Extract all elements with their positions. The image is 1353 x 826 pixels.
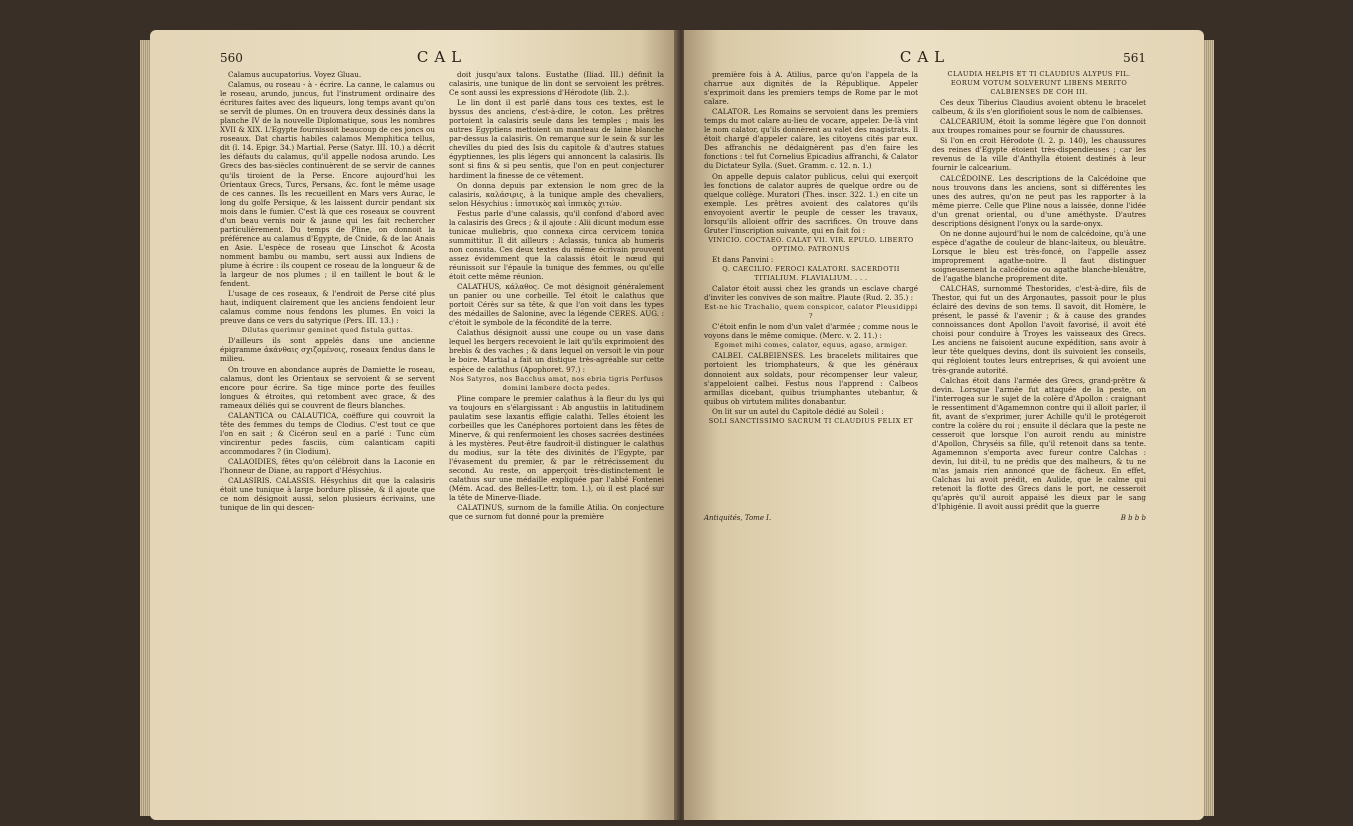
left-column-2: [449, 70, 664, 522]
entry-paragraph: Si l'on en croit Hérodote (l. 2. p. 140), les chaussures des reines d'Egypte étoient très-dispendieuses ; car les revenus de la ville d'Anthylla étoient destinés à leur fournir le calcearium.: [932, 136, 1146, 173]
quotation: Egomet mihi comes, calator, equus, agaso, armiger.: [714, 341, 908, 350]
entry-paragraph: Le lin dont il est parlé dans tous ces textes, est le byssus des anciens, c'est-à-dire, le coton. Les prêtres portoient la calasiris seule dans les temples ; mais les autres Egyptiens mettoient un manteau de laine blanche par-dessus la calasiris. On remarque sur le sein & sur les chevilles du pied des Isis du capitole & d'autres statues égyptiennes, les plis légers qui annoncent la calasiris. Ils sont si fins & si peu sentis, que l'on en peut conjecturer hardiment la finesse de ce vêtement.: [449, 98, 664, 180]
entry-paragraph: CALATOR. Les Romains se servoient dans les premiers temps du mot calare au-lieu de vocare, appeler. De-là vint le nom calator, qu'ils donnèrent au valet des magistrats. Il étoit chargé d'appeler calare, les citoyens cités par eux. Des affranchis ne dédaignèrent pas d'en faire les fonctions : tel fut Cornelius Epicadius affranchi, & Calator du Dictateur Sylla. (Suet. Gramm. c. 12. n. 1.): [704, 107, 918, 171]
page-footer: [704, 514, 1146, 522]
entry-paragraph: CALCHAS, surnommé Thestorides, c'est-à-dire, fils de Thestor, qui fut un des Argonautes, passoit pour le plus éclairé des devins de son tems. Il savoit, dit Homère, le présent, le passé & l'avenir ; & à cause des grandes connoissances dont Apollon l'avoit favorisé, il avoit été choisi pour conduire à Troyes les vaisseaux des Grecs. Les anciens ne faisoient aucune expédition, sans avoir à leur tête quelques devins, dont ils suivoient les conseils, qui régloient toutes leurs entreprises, & qui avoient une très-grande autorité.: [932, 284, 1146, 375]
left-column-1: [220, 70, 435, 522]
inscription: VINICIO. COCTAEO. CALAT VII. VIR. EPULO. LIBERTO OPTIMO. PATRONUS: [708, 235, 914, 253]
entry-paragraph: Calamus aucupatorius. Voyez Gluau.: [228, 70, 362, 79]
entry-paragraph: Et dans Panvini :: [712, 254, 774, 264]
entry-paragraph: CALANTICA ou CALAUTICA, coëffure qui couvroit la tête des femmes du temps de Clodius. C'est tout ce que l'on en sait ; & Cicéron seul en a parlé : Tunc cùm vincirentur pedes fasciis, cùm calanticam capiti accommodares ? (in Clodium).: [220, 410, 435, 456]
entry-paragraph: Calathus désignoit aussi une coupe ou un vase dans lequel les bergers recevoient le lait qu'ils exprimoient des brebis & des vaches ; & dans lequel on versoit le vin pour le boire. Martial a fait un distique très-agréable sur cette espèce de calathus (Apophoret. 97.) :: [449, 328, 664, 374]
entry-paragraph: D'ailleurs ils sont appelés dans une ancienne épigramme ἀκάνθαις σχιζομένοις, roseaux fendus dans le milieu.: [220, 336, 435, 364]
quotation: Nos Satyros, nos Bacchus amat, nos ebria tigris Perfusos domini lambere docta pedes.: [449, 374, 664, 392]
entry-paragraph: CALCEARIUM, étoit la somme légère que l'on donnoit aux troupes romaines pour se fournir de chaussures.: [932, 117, 1146, 136]
entry-paragraph: CALCÉDOINE. Les descriptions de la Calcédoine que nous trouvons dans les anciens, sont si différentes les unes des autres, qu'on ne peut pas les rapporter à la même pierre. Celle que Pline nous a laissée, donne l'idée d'un grenat oriental, ou d'une améthyste. D'autres descriptions désignent l'onyx ou la sarde-onyx.: [932, 173, 1146, 228]
entry-paragraph: Calator étoit aussi chez les grands un esclave chargé d'inviter les convives de son maître. Plaute (Rud. 2. 35.) :: [704, 284, 918, 303]
right-head-word: CAL: [899, 48, 951, 66]
entry-paragraph: Ces deux Tiberius Claudius avoient obtenu le bracelet calbeum, & ils s'en glorifioient sous le nom de calbienses.: [932, 98, 1146, 117]
quotation: Dilutas querimur geminet quod fistula guttas.: [241, 326, 414, 335]
right-page: [684, 30, 1204, 820]
entry-paragraph: L'usage de ces roseaux, & l'endroit de Perse cité plus haut, indiquent clairement que les anciens fendoient leur calamus comme nous fendons les plumes. En voici la preuve dans ce vers du satyrique (Pers. III. 13.) :: [220, 289, 435, 326]
entry-paragraph: Calchas étoit dans l'armée des Grecs, grand-prêtre & devin. Lorsque l'armée fut attaquée de la peste, on l'interrogea sur le sujet de la colère d'Apollon : craignant le ressentiment d'Agamemnon contre qui il alloit parler, il fit, avant de s'exprimer, jurer Achille qu'il le protégeroit contre la colère du roi ; ensuite il déclara que la peste ne cesseroit que lorsque l'on auroit rendu au ministre d'Apollon, Chryséis sa fille, qu'il retenoit dans sa tente. Agamemnon s'emporta avec fureur contre Calchas : devin, lui dit-il, tu ne prédis que des malheurs, & tu ne m'as jamais rien annoncé que de fâcheux. En effet, Calchas lui avoit prédit, en Aulide, que le calme qui retenoit la flotte des Grecs dans le port, ne cesseroit qu'après qu'il auroit appaisé les dieux par le sang d'Iphigénie. Il avoit aussi prédit que la guerre: [932, 375, 1146, 512]
inscription: SOLI SANCTISSIMO SACRUM TI CLAUDIUS FELIX ET: [708, 416, 914, 425]
entry-paragraph: CALBEI. CALBEIENSES. Les bracelets militaires que portoient les triomphateurs, & que les généraux donnoient aux soldats, pour récompenser leur valeur, s'appeloient calbei. Festus nous l'apprend : Calbeos armillas dicebant, quibus triumphantes utebantur, & quibus ob virtutem milites donabantur.: [704, 351, 918, 406]
entry-paragraph: Festus parle d'une calassis, qu'il confond d'abord avec la calasiris des Grecs ; & il ajoute : Alii dicunt modum esse tunicae muliebris, quo connexa circa cervicem tonica summittitur. Il dit ailleurs : Aclassis, tunica ab humeris non consuta. Ces deux textes du même écrivain prouvent assez évidemment que la calassis étoit le nœud qui réunissoit sur l'épaule la tunique des femmes, ou qu'elle étoit cette même réunion.: [449, 208, 664, 282]
footer-volume: Antiquités, Tome I.: [704, 514, 772, 523]
footer-signature: B b b b: [1120, 514, 1146, 523]
entry-paragraph: Pline compare le premier calathus à la fleur du lys qui va toujours en s'élargissant : Ab angustiis in latitudinem paulatim sese laxantis effigie calathi. Telles étoient les corbeilles que les Canéphores portoient dans les fêtes de Minerve, & qui renfermoient les choses sacrées destinées à les mystères. Peut-être faudroit-il distinguer le calathus du modius, sur la tête des divinités de l'Egypte, par l'évasement du premier, & par le rétrécissement du second. Au reste, on apperçoit très-distinctement le calathus sur une médaille expliquée par l'abbé Fontenei (Mém. Acad. des Belles-Lettr. tom. 1.), où il est placé sur la tête de Minerve-Iliade.: [449, 393, 664, 503]
entry-paragraph: C'étoit enfin le nom d'un valet d'armée ; comme nous le voyons dans le même comique. (Merc. v. 2. 11.) :: [704, 322, 918, 341]
entry-paragraph: On donna depuis par extension le nom grec de la calasiris, καλάσιρις, à la tunique ample des chevaliers, selon Hésychius : ἱπποτικὸς καὶ ἱππικὸς χιτών.: [449, 180, 664, 208]
right-page-number: 561: [1123, 51, 1146, 65]
right-column-2: [932, 70, 1146, 512]
entry-paragraph: CALAOIDIES, fêtes qu'on célébroit dans la Laconie en l'honneur de Diane, au rapport d'Hésychius.: [220, 456, 435, 476]
entry-paragraph: On ne donne aujourd'hui le nom de calcédoine, qu'à une espèce d'agathe de couleur de blanc-laiteux, ou bleuâtre. Lorsque le bleu est très-foncé, on l'appelle assez improprement agathe-noire. Il faut distinguer soigneusement la calcédoine ou agathe blanche-bleuâtre, de l'agathe blanche proprement dite.: [932, 228, 1146, 284]
left-head-word: CAL: [416, 48, 468, 66]
right-column-1: [704, 70, 918, 512]
left-running-head: [220, 48, 664, 66]
inscription: Q. CAECILIO. FEROCI KALATORI. SACERDOTII TITIALIUM. FLAVIALIUM. . . .: [722, 264, 900, 283]
entry-paragraph: On trouve en abondance auprès de Damiette le roseau, calamus, dont les Orientaux se servoient & se servent encore pour écrire. Sa tige mince porte des feuilles longues & étroites, qui retombent avec grace, & des rameaux déliés qui se couvrent de fleurs blanches.: [220, 364, 435, 410]
entry-paragraph: CALATHUS, κάλαθος. Ce mot désignoit généralement un panier ou une corbeille. Tel étoit le calathus que portoit Cérès sur sa tête, & que l'on voit dans les types des médailles de Salonine, avec la légende CERES. AUG. : c'étoit le symbole de la fécondité de la terre.: [449, 282, 664, 328]
right-running-head: [704, 48, 1146, 66]
entry-paragraph: On appelle depuis calator publicus, celui qui exerçoit les fonctions de calator auprès de quelque ordre ou de quelque collège. Muratori (Thes. inscr. 322. 1.) en cite un exemple. Les prêtres avoient des calatores qu'ils envoyoient avertir le peuple de cesser les travaux, lorsqu'ils alloient offrir des sacrifices. On trouve dans Gruter l'inscription suivante, qui en fait foi :: [704, 171, 918, 235]
entry-paragraph: CALATINUS, surnom de la famille Atilia. On conjecture que ce surnom fut donné pour la première: [449, 503, 664, 522]
left-page-number: 560: [220, 51, 243, 65]
quotation: Est-ne hic Trachalio, quem conspicor, calator Pleusidippi ?: [704, 303, 918, 321]
entry-paragraph: première fois à A. Atilius, parce qu'on l'appela de la charrue aux dignités de la République. Appeler s'exprimoit dans les premiers temps de Rome par le mot calare.: [704, 70, 918, 107]
entry-paragraph: CALASIRIS. CALASSIS. Hésychius dit que la calasiris étoit une tunique à large bordure plissée, & il ajoute que ce nom désignoit aussi, selon plusieurs écrivains, une tunique de lin qui descen-: [220, 476, 435, 513]
entry-paragraph: doit jusqu'aux talons. Eustathe (Iliad. III.) définit la calasiris, une tunique de lin dont se servoient les prêtres. Ce sont aussi les expressions d'Hérodote (lib. 2.).: [449, 70, 664, 98]
left-page: [150, 30, 678, 820]
entry-paragraph: Calamus, ou roseau - à - écrire. La canne, le calamus ou le roseau, arundo, juncus, fut l'instrument ordinaire des écritures faites avec des liqueurs, long temps avant qu'on se servît de plumes. On en trouvera deux dessinés dans la planche IV de la nouvelle Diplomatique, sous les nombres XVII & XIX. L'Egypte fournissoit beaucoup de ces joncs ou roseaux. Dat chartis habiles calamos Memphitica tellus, dit (l. 14. Epigr. 34.) Martial. Perse (Satyr. III. 10.) a décrit les défauts du calamus, qu'il appelle nodosa arundo. Les Grecs des bas-siècles continuèrent de se servir de cannes qu'ils tiroient de la Perse. Encore aujourd'hui les Orientaux Grecs, Turcs, Persans, &c. font le même usage de ces cannes. Ils les recueillent en Mars vers Aurac, le long du golfe Persique, & les laissent durcir pendant six mois dans le fumier. C'est là que ces roseaux se couvrent d'un beau vernis noir & jaune qui les fait rechercher particulièrement. Du temps de Pline, on donnoit la préférence au calamus d'Egypte, de Cnide, & de lac Anais en Asie. L'espèce de roseau que Linschot & Acosta nomment bambu ou mambu, sert aussi aux Indiens de plume à écrire : ils coupent ce roseau de la longueur & de la largeur de nos plumes ; il en taillent le bout & le fendent.: [220, 80, 435, 289]
inscription: CLAUDIA HELPIS ET TI CLAUDIUS ALYPUS FIL. EORUM VOTUM SOLVERUNT LIBENS MERITO CALBIENSES DE COH III.: [947, 70, 1131, 97]
entry-paragraph: On lit sur un autel du Capitole dédié au Soleil :: [712, 406, 884, 416]
